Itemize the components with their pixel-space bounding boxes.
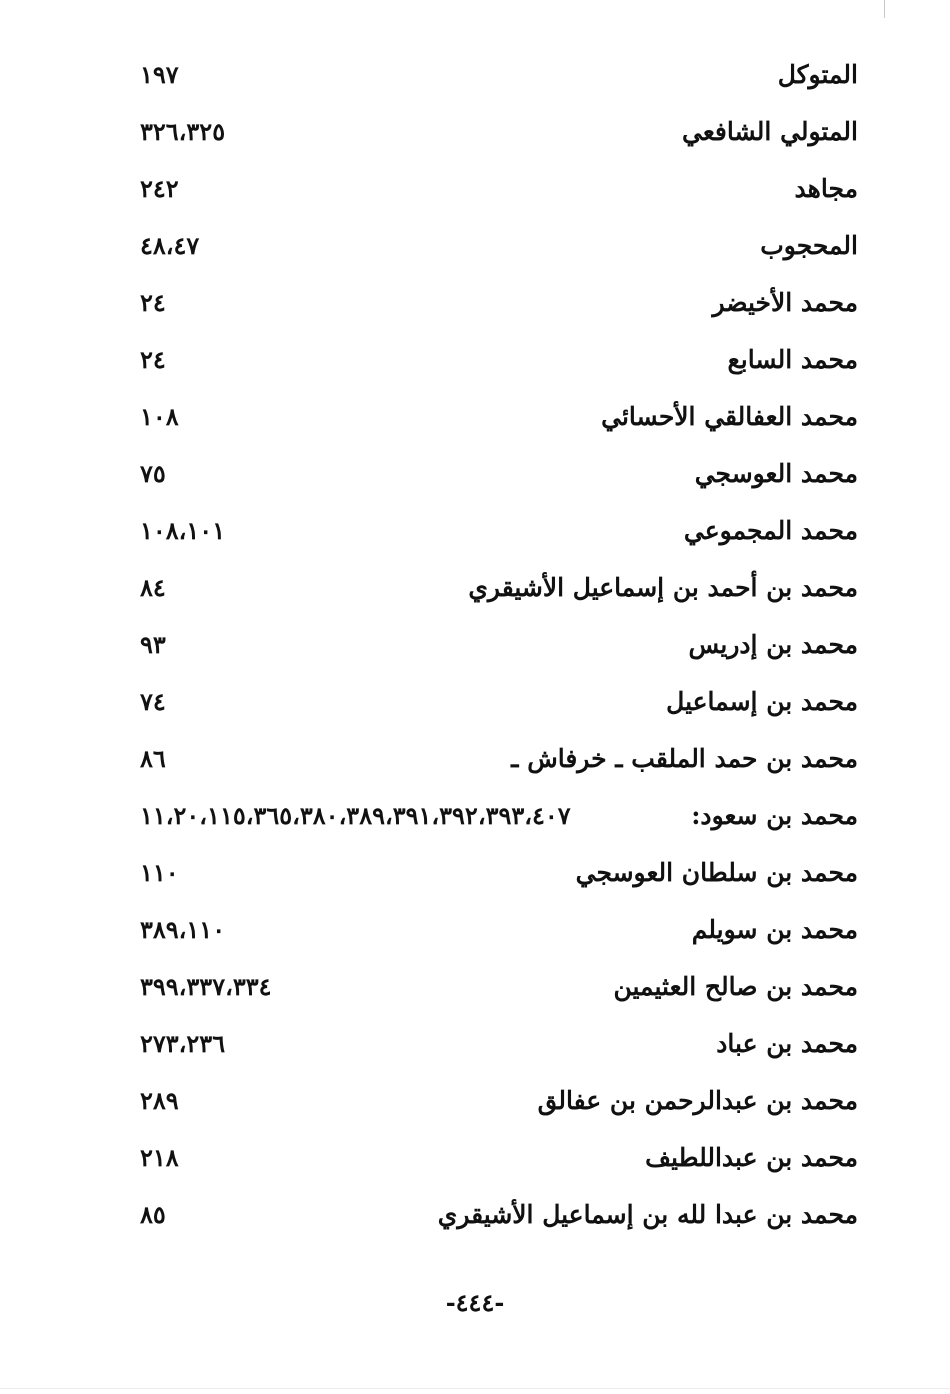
entry-pages: ٩٣ [140, 630, 166, 659]
entry-pages: ٢٤ [140, 288, 166, 317]
index-entry [0, 1192, 950, 1249]
page-number: -٤٤٤- [445, 1288, 505, 1317]
index-entry [0, 337, 950, 394]
entry-pages: ١١٠ [140, 858, 179, 887]
scan-edge-mark [884, 0, 885, 18]
entry-pages: ٣٩٩،٣٣٧،٣٣٤ [140, 972, 272, 1001]
entry-name: المتولي الشافعي [682, 117, 858, 146]
entry-name: محمد بن أحمد بن إسماعيل الأشيقري [468, 573, 858, 602]
entry-name: محمد بن عبدا لله بن إسماعيل الأشيقري [437, 1200, 858, 1229]
entry-name: محمد بن عبدالرحمن بن عفالق [537, 1086, 858, 1115]
entry-pages: ٢١٨ [140, 1143, 179, 1172]
entry-pages: ١١،٢٠،١١٥،٣٦٥،٣٨٠،٣٨٩،٣٩١،٣٩٢،٣٩٣،٤٠٧ [140, 801, 571, 830]
entry-name: المتوكل [777, 60, 858, 89]
entry-name: محمد بن سلطان العوسجي [575, 858, 858, 887]
entry-pages: ٨٤ [140, 573, 166, 602]
entry-name: محمد الأخيضر [712, 288, 858, 317]
scan-edge-mark [0, 1388, 950, 1389]
index-entry [0, 565, 950, 622]
entry-pages: ٨٥ [140, 1200, 166, 1229]
entry-name: مجاهد [794, 174, 858, 203]
entry-pages: ٨٦ [140, 744, 166, 773]
entry-name: محمد السابع [727, 345, 858, 374]
index-entry [0, 166, 950, 223]
entry-pages: ٢٨٩ [140, 1086, 179, 1115]
index-entry [0, 1078, 950, 1135]
entry-pages: ٤٨،٤٧ [140, 231, 200, 260]
index-entry [0, 109, 950, 166]
entry-pages: ١٠٨،١٠١ [140, 516, 226, 545]
index-entry [0, 850, 950, 907]
index-entry [0, 394, 950, 451]
index-entry [0, 793, 950, 850]
index-entry [0, 964, 950, 1021]
index-entry [0, 1021, 950, 1078]
entry-name: المحجوب [760, 231, 858, 260]
entry-name: محمد بن إدريس [688, 630, 858, 659]
entry-name: محمد بن سعود: [691, 801, 858, 830]
index-entry [0, 508, 950, 565]
entry-pages: ٧٥ [140, 459, 166, 488]
index-entry [0, 907, 950, 964]
entry-pages: ١٠٨ [140, 402, 179, 431]
entry-name: محمد بن صالح العثيمين [613, 972, 858, 1001]
entry-pages: ٢٤٢ [140, 174, 179, 203]
entry-pages: ٣٢٦،٣٢٥ [140, 117, 226, 146]
entry-pages: ٧٤ [140, 687, 166, 716]
index-entry [0, 679, 950, 736]
index-entry [0, 1135, 950, 1192]
entry-pages: ٣٨٩،١١٠ [140, 915, 226, 944]
entry-name: محمد العفالقي الأحسائي [601, 402, 858, 431]
entry-name: محمد بن عباد [716, 1029, 858, 1058]
index-entry [0, 736, 950, 793]
entry-name: محمد العوسجي [694, 459, 858, 488]
entry-name: محمد بن عبداللطيف [645, 1143, 858, 1172]
index-entry [0, 280, 950, 337]
index-entry [0, 451, 950, 508]
index-list [0, 52, 950, 1249]
entry-pages: ٢٤ [140, 345, 166, 374]
entry-pages: ٢٧٣،٢٣٦ [140, 1029, 226, 1058]
entry-name: محمد بن إسماعيل [666, 687, 858, 716]
entry-name: محمد المجموعي [683, 516, 858, 545]
entry-name: محمد بن حمد الملقب ـ خرفاش ـ [511, 744, 858, 773]
index-entry [0, 52, 950, 109]
entry-pages: ١٩٧ [140, 60, 179, 89]
index-entry [0, 622, 950, 679]
entry-name: محمد بن سويلم [691, 915, 858, 944]
index-entry [0, 223, 950, 280]
